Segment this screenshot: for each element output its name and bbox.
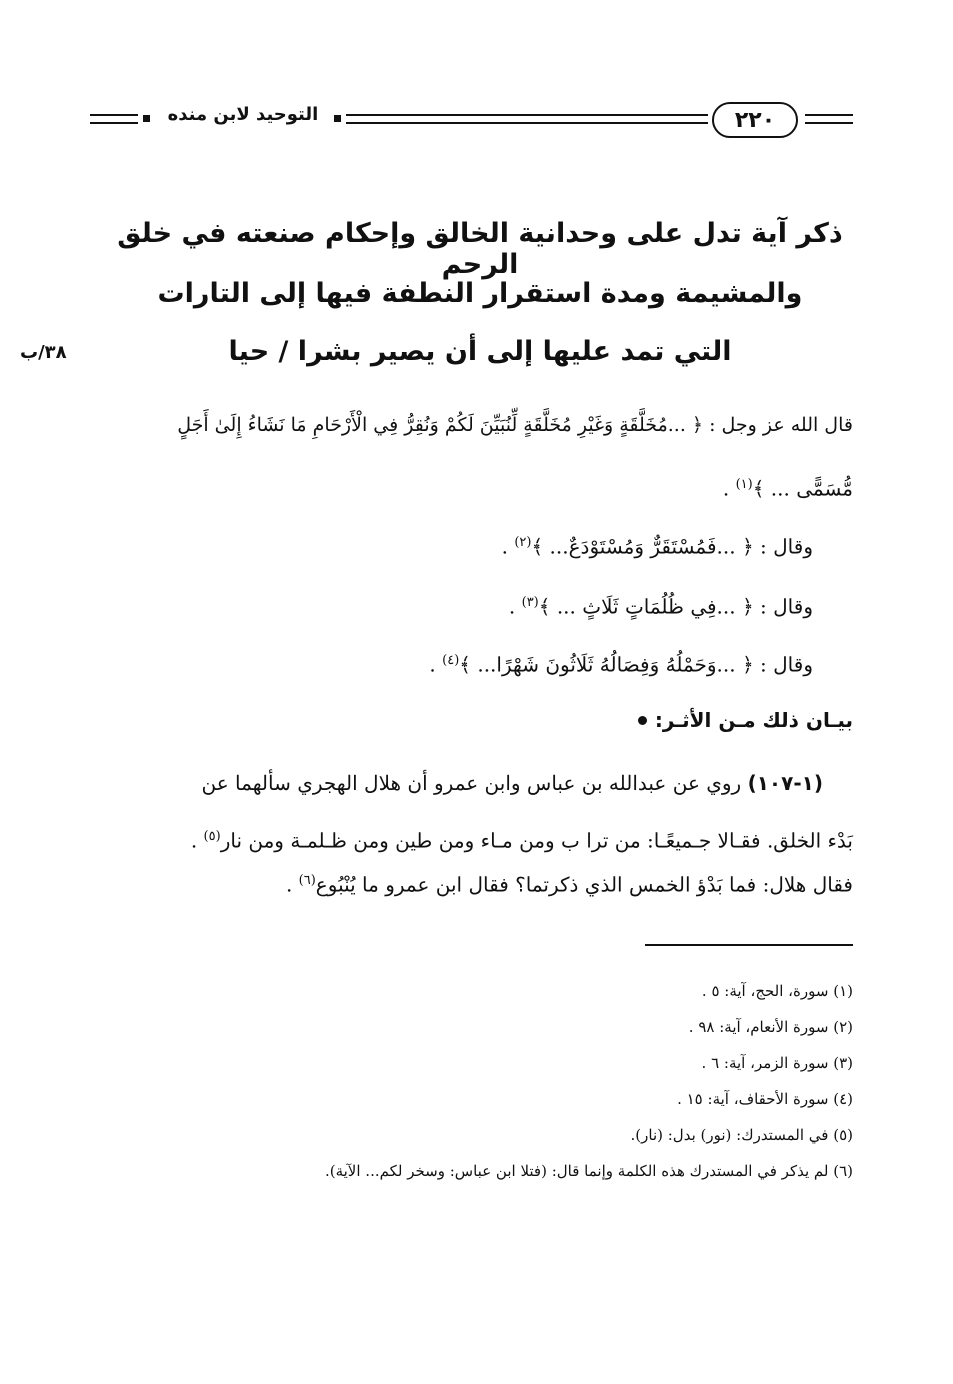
hadith-text-1: روي عن عبدالله بن عباس وابن عمرو أن هلال الهجري سألهما عن bbox=[201, 771, 748, 795]
hadith-number: (١-١٠٧) bbox=[747, 771, 823, 795]
section-bullet-icon bbox=[638, 716, 647, 725]
footnote-1: (١) سورة، الحج، آية: ٥ . bbox=[701, 982, 853, 1000]
chapter-heading-line-3: التي تمد عليها إلى أن يصير بشرا / حيا bbox=[228, 336, 732, 367]
footnote-ref-5: (٥) bbox=[203, 829, 221, 844]
intro-verse-text-2: مُّسَمًّى ... ﴾ bbox=[752, 476, 853, 501]
footnote-ref-6: (٦) bbox=[298, 873, 316, 888]
footnote-ref-3: (٣) bbox=[521, 595, 539, 610]
hadith-text-2: بَدْء الخلق. فقـالا جـميعًـا: من ترا ب ومن مـاء ومن طين ومن ظـلمـة ومن نار bbox=[220, 828, 853, 853]
footnote-separator bbox=[645, 944, 853, 946]
footnote-ref-1: (١) bbox=[735, 477, 753, 492]
header-rule-right-bottom bbox=[805, 122, 853, 124]
footnote-ref-4: (٤) bbox=[442, 653, 460, 668]
section-heading bbox=[638, 708, 853, 732]
header-rule-middle-bottom bbox=[346, 122, 708, 124]
verse-end-2: . bbox=[501, 534, 515, 559]
header-square-left bbox=[143, 115, 150, 122]
verse-text-4: وقال : ﴿ ...وَحَمْلُهُ وَفِصَالُهُ ثَلَاثُونَ شَهْرًا... ﴾ bbox=[459, 652, 813, 677]
hadith-line-1 bbox=[43, 768, 823, 798]
footnote-5: (٥) في المستدرك: (نور) بدل: (نار). bbox=[630, 1126, 853, 1144]
footnote-4: (٤) سورة الأحقاف، آية: ١٥ . bbox=[677, 1090, 853, 1108]
intro-verse-line-2 bbox=[73, 470, 853, 504]
verse-text-3: وقال : ﴿ ...فِي ظُلُمَاتٍ ثَلَاثٍ ... ﴾ bbox=[538, 594, 813, 619]
chapter-heading-line-2: والمشيمة ومدة استقرار النطفة فيها إلى التارات bbox=[157, 278, 803, 309]
footnote-ref-2: (٢) bbox=[514, 535, 532, 550]
footnote-6: (٦) لم يذكر في المستدرك هذه الكلمة وإنما قال: (فتلا ابن عباس: وسخر لكم... الآية). bbox=[324, 1162, 853, 1180]
chapter-heading-line-1: ذكر آية تدل على وحدانية الخالق وإحكام صنعته في خلق الرحم bbox=[117, 218, 843, 280]
header-rule-left-top bbox=[90, 114, 138, 116]
verse-end-3: . bbox=[508, 594, 522, 619]
intro-verse-line-1 bbox=[73, 410, 853, 440]
running-title: التوحيد لابن منده bbox=[167, 104, 319, 125]
manuscript-folio-note: ٣٨/ب bbox=[20, 342, 67, 363]
hadith-text-3: فقال هلال: فما بَدْؤ الخمس الذي ذكرتما؟ فقال ابن عمرو ما يُنْبُوع bbox=[315, 872, 853, 897]
hadith-end-3: . bbox=[285, 872, 299, 897]
header-rule-left-bottom bbox=[90, 122, 138, 124]
intro-verse-end: . bbox=[722, 476, 736, 501]
hadith-line-2 bbox=[73, 822, 853, 856]
verse-line-4 bbox=[33, 646, 813, 680]
intro-verse-text-1: قال الله عز وجل : ﴿ ...مُخَلَّقَةٍ وَغَيْرِ مُخَلَّقَةٍ لِّنُبَيِّنَ لَكُمْ وَنُقِرُّ فِي الْأَرْحَامِ مَا نَشَاءُ إِلَىٰ أَجَلٍ bbox=[177, 414, 853, 436]
header-rule-right-top bbox=[805, 114, 853, 116]
page-number: ٢٢٠ bbox=[712, 102, 798, 138]
verse-line-3 bbox=[33, 588, 813, 622]
hadith-end-2: . bbox=[190, 828, 204, 853]
verse-line-2 bbox=[33, 528, 813, 562]
footnote-2: (٢) سورة الأنعام، آية: ٩٨ . bbox=[688, 1018, 853, 1036]
footnote-3: (٣) سورة الزمر، آية: ٦ . bbox=[701, 1054, 853, 1072]
verse-text-2: وقال : ﴿ ...فَمُسْتَقَرٌّ وَمُسْتَوْدَعٌ... ﴾ bbox=[531, 534, 813, 559]
header-rule-middle-top bbox=[346, 114, 708, 116]
verse-end-4: . bbox=[429, 652, 443, 677]
section-title: بيـان ذلك مـن الأثـر: bbox=[654, 708, 853, 732]
hadith-line-3 bbox=[73, 866, 853, 900]
